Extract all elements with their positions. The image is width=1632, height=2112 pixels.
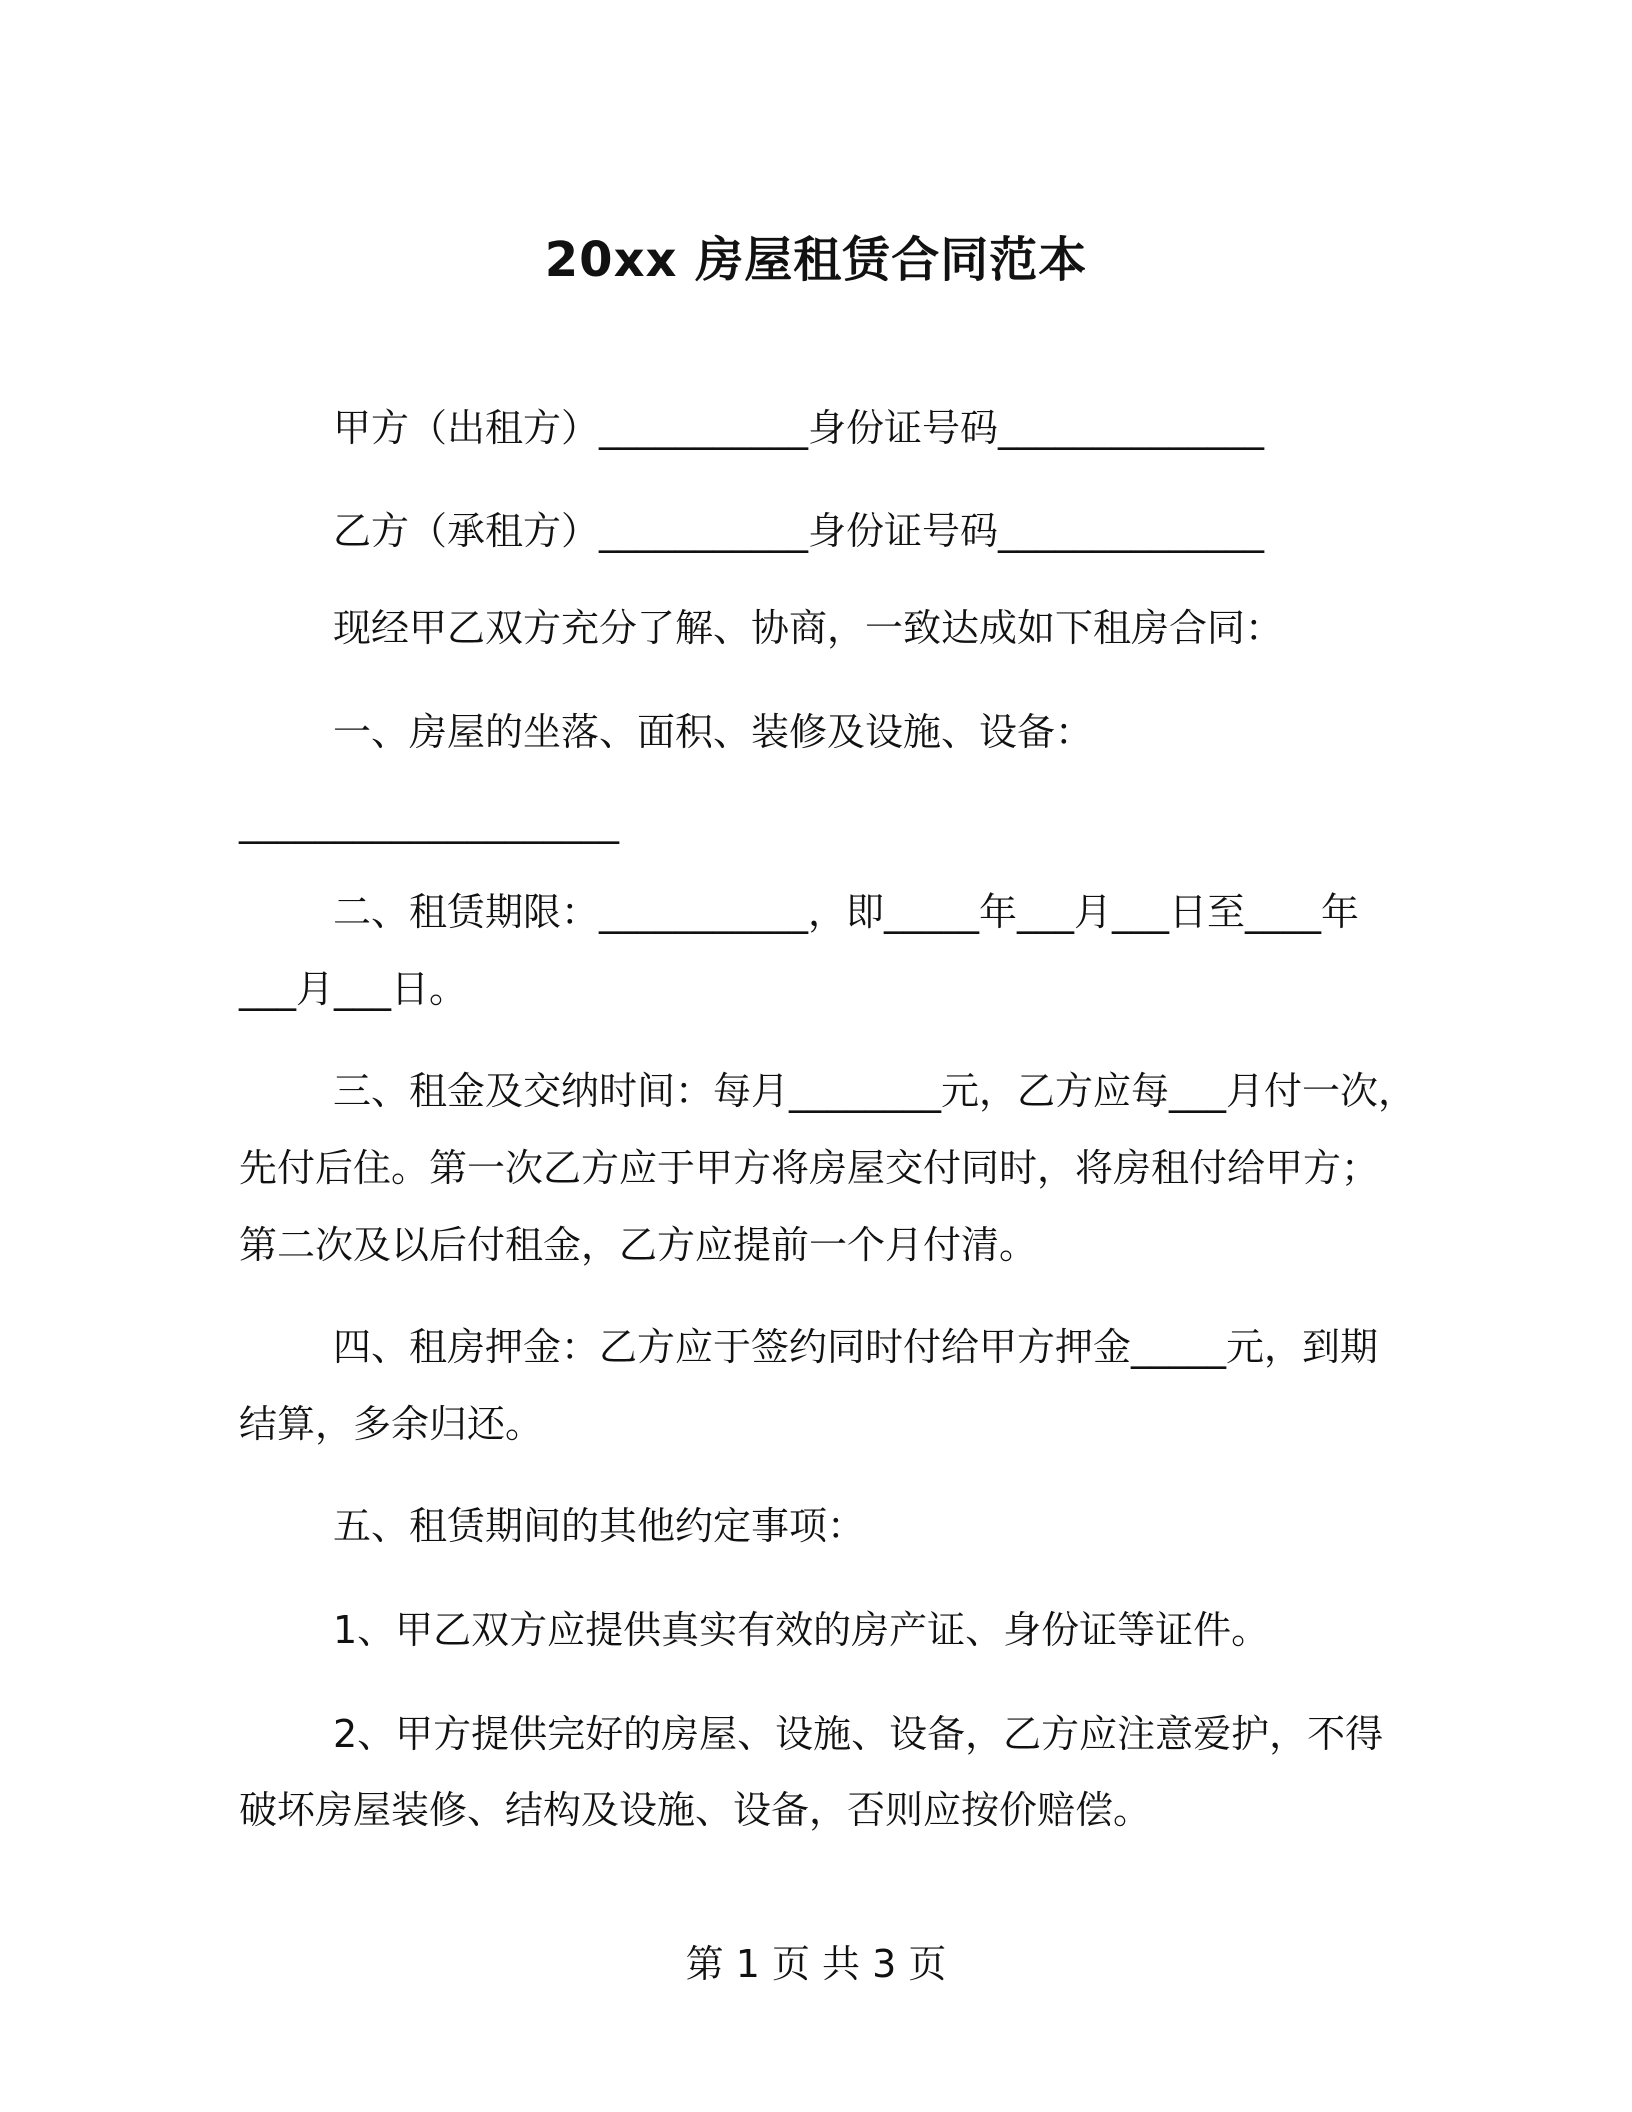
clause-4-line-1: 四、租房押金：乙方应于签约同时付给甲方押金_____元，到期 xyxy=(333,1325,1379,1369)
clause-5-item-2-line-1: 2、甲方提供完好的房屋、设施、设备，乙方应注意爱护，不得 xyxy=(333,1712,1384,1756)
clause-4-line-2: 结算，多余归还。 xyxy=(239,1402,544,1446)
clause-3-line-2: 先付后住。第一次乙方应于甲方将房屋交付同时，将房租付给甲方； xyxy=(239,1146,1380,1190)
document-title: 20xx 房屋租赁合同范本 xyxy=(544,232,1088,288)
clause-1-blank: ____________________ xyxy=(239,800,619,844)
clause-1-heading: 一、房屋的坐落、面积、装修及设施、设备： xyxy=(333,710,1094,754)
clause-5-item-2-line-2: 破坏房屋装修、结构及设施、设备，否则应按价赔偿。 xyxy=(239,1788,1152,1832)
clause-5-heading: 五、租赁期间的其他约定事项： xyxy=(333,1504,866,1548)
clause-3-line-3: 第二次及以后付租金，乙方应提前一个月付清。 xyxy=(239,1223,1038,1267)
clause-3-line-1: 三、租金及交纳时间：每月________元，乙方应每___月付一次， xyxy=(333,1069,1417,1113)
agreement-intro: 现经甲乙双方充分了解、协商，一致达成如下租房合同： xyxy=(333,606,1284,650)
clause-2-line-1: 二、租赁期限：___________，即_____年___月___日至____年 xyxy=(333,890,1360,934)
clause-5-item-1: 1、甲乙双方应提供真实有效的房产证、身份证等证件。 xyxy=(333,1608,1270,1652)
page-number: 第 1 页 共 3 页 xyxy=(685,1942,947,1986)
party-b-line: 乙方（承租方）___________身份证号码______________ xyxy=(333,509,1265,553)
clause-2-line-2: ___月___日。 xyxy=(239,967,468,1011)
party-a-line: 甲方（出租方）___________身份证号码______________ xyxy=(333,406,1265,450)
